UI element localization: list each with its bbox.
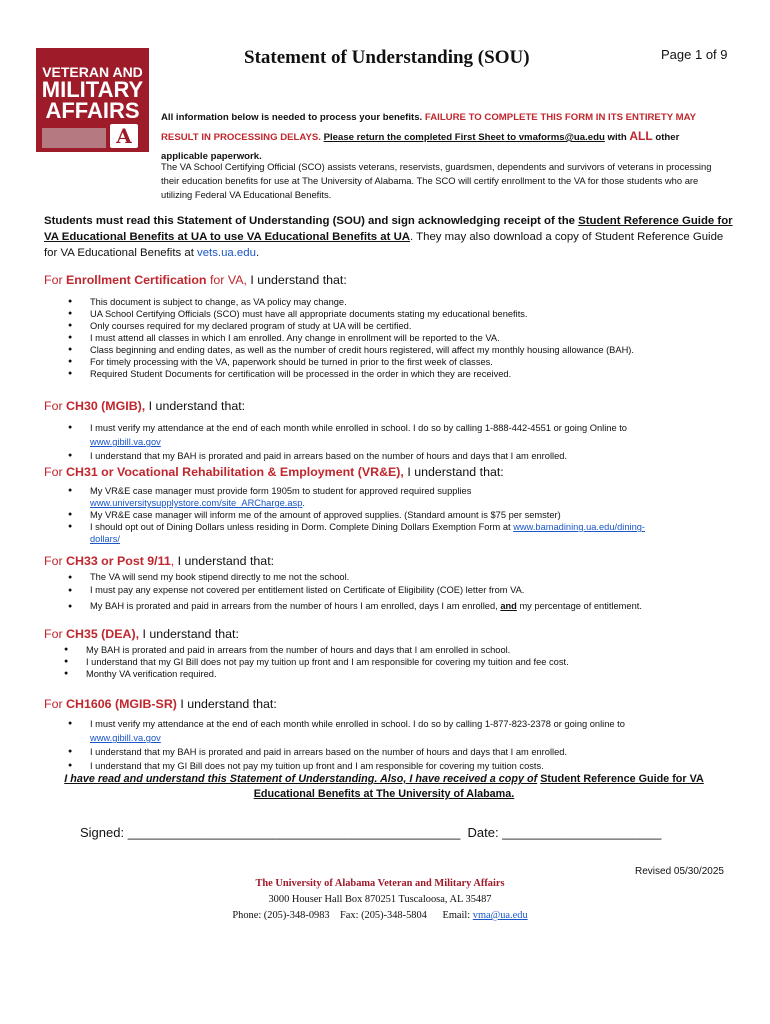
supply-store-link[interactable]: www.universitysupplystore.com/site_ARCharge.asp bbox=[90, 498, 303, 508]
section-ch31-heading bbox=[44, 465, 504, 479]
intro-return-text: Please return the completed First Sheet to vmaforms@ua.edu bbox=[323, 132, 605, 143]
heading-suffix: I understand that: bbox=[142, 627, 239, 641]
section-ch1606-heading bbox=[44, 697, 277, 711]
heading-keyword: CH31 or Vocational Rehabilitation & Employment (VR&E), bbox=[66, 465, 404, 479]
vma-logo bbox=[36, 48, 149, 152]
ch33-list bbox=[66, 571, 666, 613]
footer-org: The University of Alabama Veteran and Military Affairs bbox=[255, 878, 505, 889]
item-text: My BAH is prorated and paid in arrears from the number of hours I am enrolled, days I am enrolled, bbox=[90, 601, 498, 611]
list-item bbox=[66, 485, 666, 509]
item-text: My VR&E case manager must provide form 1905m to student for approved required supplies bbox=[90, 486, 472, 496]
heading-suffix: I understand that: bbox=[180, 697, 277, 711]
section-ch30-heading bbox=[44, 399, 245, 413]
list-item: ● Only courses required for my declared program of study at UA will be certified. bbox=[66, 320, 706, 332]
enrollment-list bbox=[66, 296, 706, 380]
intro-lead: All information below is needed to process your benefits. bbox=[161, 112, 423, 123]
heading-suffix: I understand that: bbox=[177, 554, 275, 568]
footer-address: 3000 Houser Hall Box 870251 Tuscaloosa, AL 35487 bbox=[268, 894, 492, 905]
section-ch35-heading bbox=[44, 627, 239, 641]
heading-prefix: For bbox=[44, 399, 63, 413]
item-end: . bbox=[302, 498, 305, 508]
date-label: Date: bbox=[467, 825, 499, 840]
list-item: ● Class beginning and ending dates, as well as the number of credit hours registered, will affect my monthly housing allowance (BAH). bbox=[66, 344, 706, 356]
heading-prefix: For bbox=[44, 554, 63, 568]
signature-field[interactable]: ______________________________________________ bbox=[127, 825, 461, 840]
heading-prefix: For bbox=[44, 627, 63, 641]
intro-instructions bbox=[161, 108, 726, 166]
students-end: . bbox=[255, 247, 260, 259]
heading-prefix: For bbox=[44, 465, 63, 479]
list-item: ● This document is subject to change, as VA policy may change. bbox=[66, 296, 706, 308]
heading-keyword: CH35 (DEA), bbox=[66, 627, 140, 641]
section-enrollment-heading bbox=[44, 273, 347, 287]
list-item bbox=[66, 600, 666, 613]
footer-contact bbox=[180, 908, 580, 924]
ch31-list bbox=[66, 485, 666, 545]
logo-line-3: AFFAIRS bbox=[45, 98, 140, 123]
logo-line-1: VETERAN AND bbox=[42, 64, 143, 80]
list-item: ● I understand that my BAH is prorated and paid in arrears based on the number of hours and days that I am enrolled. bbox=[66, 449, 666, 463]
list-item: ● The VA will send my book stipend directly to me not the school. bbox=[66, 571, 666, 584]
ch1606-list bbox=[66, 717, 686, 773]
footer-email-link[interactable]: vma@ua.edu bbox=[472, 910, 528, 921]
heading-keyword: CH30 (MGIB), bbox=[66, 399, 146, 413]
list-item bbox=[66, 521, 666, 545]
list-item: ● I must attend all classes in which I am enrolled. Any change in enrollment will be reported to the VA. bbox=[66, 332, 706, 344]
heading-keyword: Enrollment Certification bbox=[66, 273, 207, 287]
list-item: ● I understand that my GI Bill does not pay my tuition up front and I am responsible for covering my tuition and fee cost. bbox=[62, 656, 602, 668]
list-item bbox=[66, 421, 666, 449]
date-field[interactable]: ______________________ bbox=[502, 825, 662, 840]
item-text: I should opt out of Dining Dollars unless residing in Dorm. Complete Dining Dollars Exemption Form at bbox=[90, 522, 511, 532]
section-ch33-heading bbox=[44, 554, 274, 568]
signature-line bbox=[80, 825, 661, 840]
item-text: I must verify my attendance at the end of each month while enrolled in school. I do so by calling 1-877-823-2378 or going online to bbox=[90, 719, 625, 729]
ack-italic: I have read and understand this Statement of Understanding. Also, I have received a copy of bbox=[64, 773, 538, 785]
intro-all: ALL bbox=[629, 129, 653, 143]
heading-suffix: I understand that: bbox=[250, 273, 347, 287]
heading-mid: for VA, bbox=[209, 273, 247, 287]
list-item: ● I understand that my GI Bill does not pay my tuition up front and I am responsible for covering my tuition costs. bbox=[66, 759, 686, 773]
footer bbox=[180, 876, 580, 924]
students-bold: Students must read this Statement of Understanding (SOU) and sign acknowledging receipt of the bbox=[44, 215, 575, 227]
vets-site-link[interactable]: vets.ua.edu bbox=[197, 247, 256, 259]
list-item: ● I must pay any expense not covered per entitlement listed on Certificate of Eligibility (COE) letter from VA. bbox=[66, 584, 666, 597]
logo-flag-stripe bbox=[42, 128, 106, 148]
list-item: ● Monthy VA verification required. bbox=[62, 668, 602, 680]
list-item: ● Required Student Documents for certification will be processed in the order in which they are received. bbox=[66, 368, 706, 380]
heading-keyword: CH1606 (MGIB-SR) bbox=[66, 697, 177, 711]
reference-guide-title: Student Reference Guide for VA Educational Benefits at UA to use VA Educational Benefits at UA bbox=[44, 215, 733, 243]
intro-with: with bbox=[607, 132, 627, 143]
footer-email-label: Email: bbox=[442, 910, 471, 921]
item-text: I must verify my attendance at the end of each month while enrolled in school. I do so by calling 1-888-442-4551 or going Online to bbox=[90, 423, 627, 433]
page-title: Statement of Understanding (SOU) bbox=[244, 47, 530, 68]
sco-paragraph: The VA School Certifying Official (SCO) assists veterans, reservists, guardsmen, dependents and survivors of veterans in processing their education benefits for use at The University of Alabama. The SCO will certify enrollment to the VA for those students who are utilizing Federal VA Educational Benefits. bbox=[161, 161, 712, 200]
heading-keyword: CH33 or Post 9/11 bbox=[66, 554, 171, 568]
list-item: ● For timely processing with the VA, paperwork should be turned in prior to the first week of classes. bbox=[66, 356, 706, 368]
bamadining-link[interactable]: www.bamadining.ua.edu/dining-dollars/ bbox=[90, 522, 646, 544]
list-item: ● My BAH is prorated and paid in arrears from the number of hours and days that I am enrolled in school. bbox=[62, 644, 602, 656]
item-text: my percentage of entitlement. bbox=[519, 601, 642, 611]
list-item: ● UA School Certifying Officials (SCO) must have all appropriate documents stating my educational benefits. bbox=[66, 308, 706, 320]
logo-line-2: MILITARY bbox=[41, 77, 144, 102]
acknowledgement bbox=[44, 772, 724, 802]
ch35-list bbox=[62, 644, 602, 680]
list-item: ● My VR&E case manager will inform me of the amount of approved supplies. (Standard amount is $75 per semster) bbox=[66, 509, 666, 521]
intro-other: other applicable paperwork. bbox=[161, 132, 680, 162]
heading-prefix: For bbox=[44, 273, 63, 287]
heading-suffix: I understand that: bbox=[407, 465, 504, 479]
intro-warning: FAILURE TO COMPLETE THIS FORM IN ITS ENTIRETY MAY RESULT IN PROCESSING DELAYS. bbox=[161, 112, 696, 143]
list-item bbox=[66, 717, 686, 745]
heading-comma: , bbox=[170, 554, 175, 568]
item-and: and bbox=[500, 601, 517, 611]
heading-prefix: For bbox=[44, 697, 63, 711]
revised-date: Revised 05/30/2025 bbox=[635, 866, 724, 877]
gibill-link[interactable]: www.gibill.va.gov bbox=[90, 733, 161, 743]
students-rest: . They may also download a copy of Student Reference Guide for VA Educational Benefits at bbox=[44, 231, 724, 259]
students-notice bbox=[44, 213, 734, 261]
heading-suffix: I understand that: bbox=[148, 399, 246, 413]
gibill-link[interactable]: www.gibill.va.gov bbox=[90, 437, 161, 447]
footer-fax: Fax: (205)-348-5804 bbox=[340, 910, 427, 921]
alabama-a-icon: A bbox=[110, 124, 138, 148]
page-number: Page 1 of 9 bbox=[661, 47, 728, 62]
signed-label: Signed: bbox=[80, 825, 125, 840]
footer-phone: Phone: (205)-348-0983 bbox=[232, 910, 330, 921]
ack-guide: Student Reference Guide for VA Educational Benefits at The University of Alabama. bbox=[253, 773, 704, 800]
ch30-list bbox=[66, 421, 666, 463]
list-item: ● I understand that my BAH is prorated and paid in arrears based on the number of hours and days that I am enrolled. bbox=[66, 745, 686, 759]
